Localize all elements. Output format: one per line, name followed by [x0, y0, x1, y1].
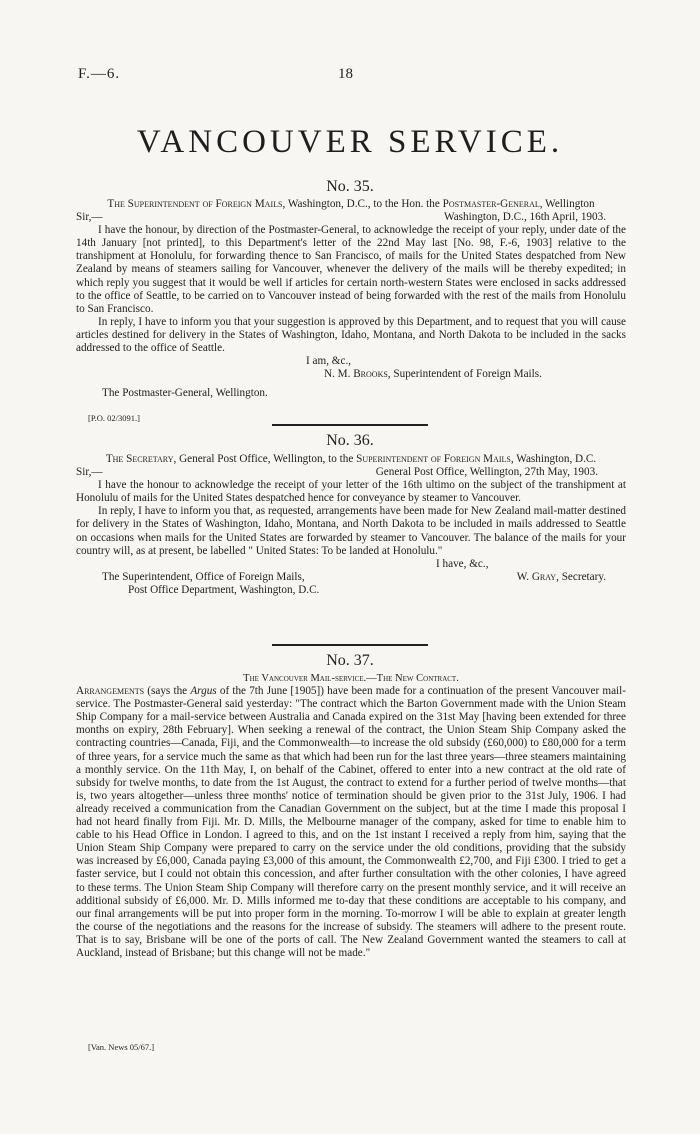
letter-36-from: The Secretary	[105, 453, 174, 465]
letter-35-paragraph-2: In reply, I have to inform you that your suggestion is approved by this Department, and to request that you will cause articles destined for delivery in the States of Washington, Idaho, Montana, and North Dakota to be included in the sacks addressed to the office of Seattle.	[76, 315, 626, 355]
letter-35-file-reference: [P.O. 02/3091.]	[88, 413, 140, 423]
letter-35-place-date: Washington, D.C., 16th April, 1903.	[444, 211, 606, 224]
letter-35-paragraph-1: I have the honour, by direction of the Postmaster-General, to acknowledge the receipt of your reply, under date of the 14th January [not printed], to this Department's letter of the 22nd May last [No. 98, F.-6, 1903] relative to the transhipment at Honolulu, for forwarding thence to San Francisco, of mails for the United States despatched from New Zealand by means of steamers sailing for Vancouver, whenever the delivery of the mails will be thereby expedited; in which reply you suggest that it would be well if articles for certain north-western States were enclosed in sacks addressed to the office of Seattle, to be carried on to Vancouver instead of being forwarded with the rest of the mails from Honolulu to San Francisco.	[76, 224, 626, 315]
letter-35-signature	[76, 368, 626, 381]
letter-35	[76, 198, 626, 400]
article-37-text: of the 7th June [1905]) have been made for a continuation of the present Vancouver mail-service. The Postmaster-General said yesterday: "The contract which the Barton Government made with the Union Steam Ship Company for a mail-service between Australia and Canada expired on the 31st May [having been extended for three months on expiry, 28th February]. When seeking a renewal of the contract, the Union Steam Ship Company asked the contracting countries—Canada, Fiji, and the Commonwealth—to increase the old subsidy (£60,000) to £80,000 for a term of three years, for a service much the same as that which had been run for the last three years—three steamers maintaining a monthly service. On the 11th May, I, on behalf of the Cabinet, offered to enter into a new contract at the old rate of subsidy for twelve months, to date from the 1st August, the contract to extend for a further period of twelve months—that is, two years altogether—unless three months' notice of termination should be given prior to the 31st July, 1906. I had already received a communication from the Canadian Government on the subject, but at the time I made this proposal I had not heard finally from Fiji. Mr. D. Mills, the Melbourne manager of the company, asked for time to enable him to cable to his Head Office in London. I agreed to this, and on the 1st instant I received a reply from him, saying that the Union Steam Ship Company were prepared to carry on the service under the old conditions, providing that the subsidy was increased by £6,000, Canada paying £3,000 of this amount, the Commonwealth £2,700, and Fiji £300. I tried to get a faster service, but I could not obtain this concession, and after further consultation with the other colonies, I have agreed to these terms. The Union Steam Ship Company will therefore carry on the present monthly service, and it will receive an additional subsidy of £6,000. Mr. D. Mills informed me to-day that these conditions are acceptable to his company, and our final arrangements will be put into proper form in the morning. To-morrow I will be able to explain at greater length the course of the negotiations and the reasons for the increase of subsidy. The steamers will adhere to the present route. That is to say, Brisbane will be one of the ports of call. The New Zealand Government wanted the steamers to call at Auckland, instead of Brisbane; but this change will not be made."	[76, 685, 626, 959]
letter-36-number: No. 36.	[326, 432, 374, 449]
article-37-lead: Arrangements	[76, 685, 145, 698]
letter-35-addressee: The Postmaster-General, Wellington.	[102, 387, 268, 400]
letter-36-paragraph-1: I have the honour to acknowledge the receipt of your letter of the 16th ultimo on the subject of the transhipment at Honolulu of mails for the United States despatched hence for conveyance by steamer to Vancouver.	[76, 479, 626, 505]
letter-36-to: Superintendent of Foreign Mails	[356, 453, 511, 465]
letter-36-place-date: General Post Office, Wellington, 27th May, 1903.	[375, 466, 598, 479]
letter-35-heading-tail: , Wellington	[539, 198, 595, 210]
letter-36-signature	[517, 571, 626, 584]
letter-36-paragraph-2: In reply, I have to inform you that, as requested, arrangements have been made for New Zealand mail-matter destined for delivery in the States of Washington, Idaho, Montana, and North Dakota to be included in mails addressed to Seattle on occasions when mails for the United States are forwarded by steamer to Vancouver. The balance of the mails for your country will, as at present, be labelled " United States: To be landed at Honolulu."	[76, 505, 626, 557]
article-37-subtitle: The Vancouver Mail-service.—The New Contract.	[243, 673, 459, 684]
letter-36-heading-tail: , Washington, D.C.	[510, 453, 597, 465]
article-37	[76, 672, 626, 960]
letter-36-addressee-1: The Superintendent, Office of Foreign Mails,	[102, 570, 305, 583]
letter-36-signature-name: W. Gray	[516, 570, 557, 583]
letter-35-from: The Superintendent of Foreign Mails	[107, 198, 283, 210]
letter-36-addressee-line	[76, 571, 626, 584]
letter-35-salutation-line	[76, 211, 626, 224]
letter-36-heading-mid: , General Post Office, Wellington, to the	[173, 453, 357, 465]
letter-35-signature-title: , Superintendent of Foreign Mails.	[387, 368, 542, 381]
article-37-body	[76, 685, 626, 960]
letter-36-salutation: Sir,—	[76, 466, 103, 479]
article-37-number: No. 37.	[326, 652, 374, 669]
page-title: VANCOUVER SERVICE.	[136, 124, 564, 160]
letter-36	[76, 453, 626, 597]
section-divider	[272, 644, 428, 646]
article-37-lead-rest: (says the	[144, 685, 191, 698]
letter-36-heading	[76, 453, 626, 466]
article-37-newspaper: Argus	[190, 685, 217, 698]
document-reference: F.—6.	[78, 66, 121, 82]
letter-35-heading-mid: , Washington, D.C., to the Hon. the	[282, 198, 443, 210]
letter-36-signature-title: , Secretary.	[556, 570, 606, 583]
page-number: 18	[338, 66, 353, 82]
letter-35-number: No. 35.	[326, 178, 374, 195]
letter-36-salutation-line	[76, 466, 626, 479]
letter-36-closing: I have, &c.,	[436, 557, 489, 570]
letter-35-heading	[76, 198, 626, 211]
letter-35-salutation: Sir,—	[76, 211, 103, 224]
section-divider	[272, 424, 428, 426]
letter-35-to: Postmaster-General	[442, 198, 540, 210]
letter-35-closing: I am, &c.,	[306, 355, 352, 368]
letter-36-addressee-2: Post Office Department, Washington, D.C.	[128, 583, 320, 596]
article-37-file-reference: [Van. News 05/67.]	[88, 1042, 155, 1052]
letter-35-signature-name: N. M. Brooks	[324, 368, 388, 381]
